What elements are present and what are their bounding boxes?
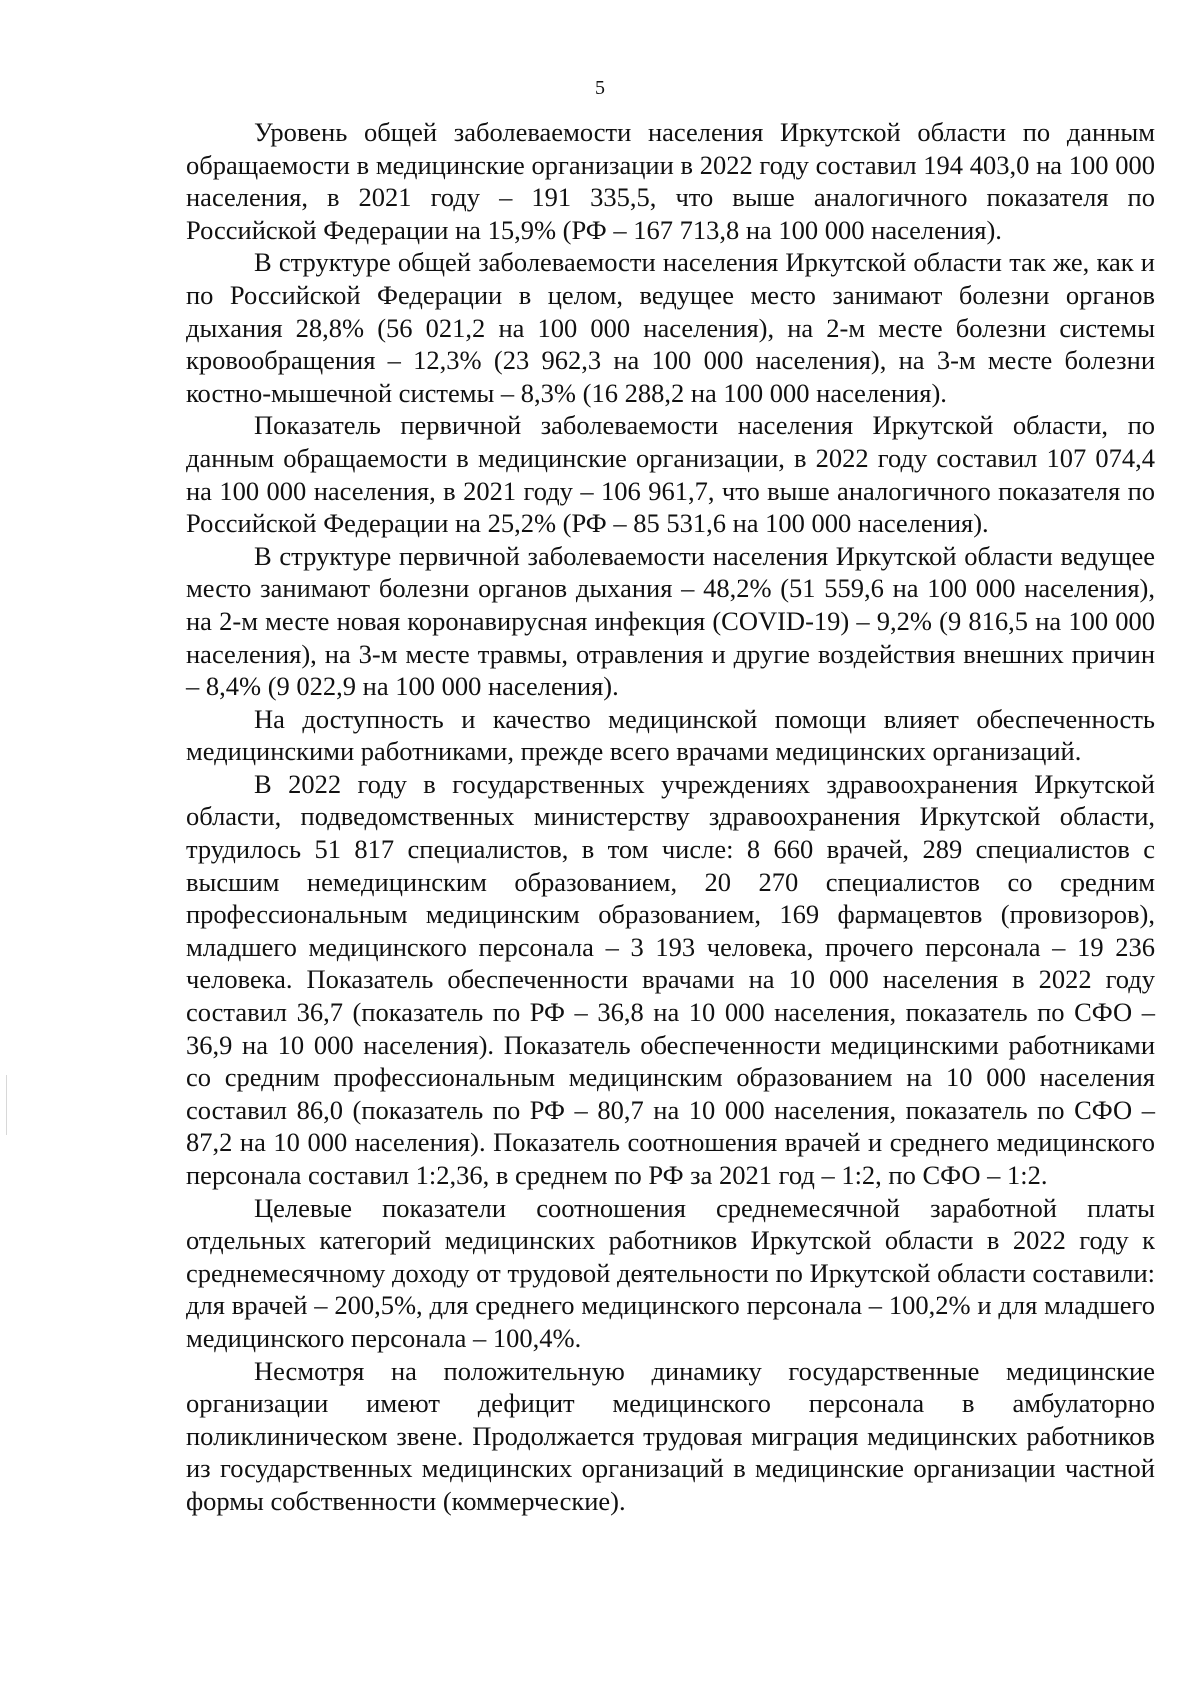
paragraph-primary-morbidity: Показатель первичной заболеваемости населения Иркутской области, по данным обращаемости в медицинские организации, в 2022 году составил 107 074,4 на 100 000 населения, в 2021 году – 106 961,7, что выше аналогичного показателя по Российской Федерации на 25,2% (РФ – 85 531,6 на 100 000 населения).: [186, 410, 1155, 539]
page-number: 5: [595, 77, 605, 99]
document-body: [186, 116, 1155, 1518]
paragraph-staff-deficit: Несмотря на положительную динамику государственные медицинские организации имеют дефицит медицинского персонала в амбулаторно поликлиническом звене. Продолжается трудовая миграция медицинских работников из государственных медицинских организаций в медицинские организации частной формы собственности (коммерческие).: [186, 1355, 1155, 1516]
paragraph-care-availability: На доступность и качество медицинской помощи влияет обеспеченность медицинскими работниками, прежде всего врачами медицинских организаций.: [186, 703, 1155, 767]
paragraph-staffing-2022: В 2022 году в государственных учреждениях здравоохранения Иркутской области, подведомственных министерству здравоохранения Иркутской области, трудилось 51 817 специалистов, в том числе: 8 660 врачей, 289 специалистов с высшим немедицинским образованием, 20 270 специалистов со средним профессиональным медицинским образованием, 169 фармацевтов (провизоров), младшего медицинского персонала – 3 193 человека, прочего персонала – 19 236 человека. Показатель обеспеченности врачами на 10 000 населения в 2022 году составил 36,7 (показатель по РФ – 36,8 на 10 000 населения, показатель по СФО – 36,9 на 10 000 населения). Показатель обеспеченности медицинскими работниками со средним профессиональным медицинским образованием на 10 000 населения составил 86,0 (показатель по РФ – 80,7 на 10 000 населения, показатель по СФО – 87,2 на 10 000 населения). Показатель соотношения врачей и среднего медицинского персонала составил 1:2,36, в среднем по РФ за 2021 год – 1:2, по СФО – 1:2.: [186, 768, 1155, 1190]
paragraph-general-morbidity: Уровень общей заболеваемости населения Иркутской области по данным обращаемости в медицинские организации в 2022 году составил 194 403,0 на 100 000 населения, в 2021 году – 191 335,5, что выше аналогичного показателя по Российской Федерации на 15,9% (РФ – 167 713,8 на 100 000 населения).: [186, 117, 1155, 245]
paragraph-primary-morbidity-structure: В структуре первичной заболеваемости населения Иркутской области ведущее место занимают болезни органов дыхания – 48,2% (51 559,6 на 100 000 населения), на 2-м месте новая коронавирусная инфекция (COVID-19) – 9,2% (9 816,5 на 100 000 населения), на 3-м месте травмы, отравления и другие воздействия внешних причин – 8,4% (9 022,9 на 100 000 населения).: [186, 540, 1155, 702]
paragraph-morbidity-structure: В структуре общей заболеваемости населения Иркутской области так же, как и по Российской Федерации в целом, ведущее место занимают болезни органов дыхания 28,8% (56 021,2 на 100 000 населения), на 2-м месте болезни системы кровообращения – 12,3% (23 962,3 на 100 000 населения), на 3-м месте болезни костно-мышечной системы – 8,3% (16 288,2 на 100 000 населения).: [186, 247, 1155, 408]
paragraph-salary-targets: Целевые показатели соотношения среднемесячной заработной платы отдельных категорий медицинских работников Иркутской области в 2022 году к среднемесячному доходу от трудовой деятельности по Иркутской области составили: для врачей – 200,5%, для среднего медицинского персонала – 100,2% и для младшего медицинского персонала – 100,4%.: [186, 1192, 1155, 1353]
scan-edge-mark: [6, 1075, 7, 1135]
